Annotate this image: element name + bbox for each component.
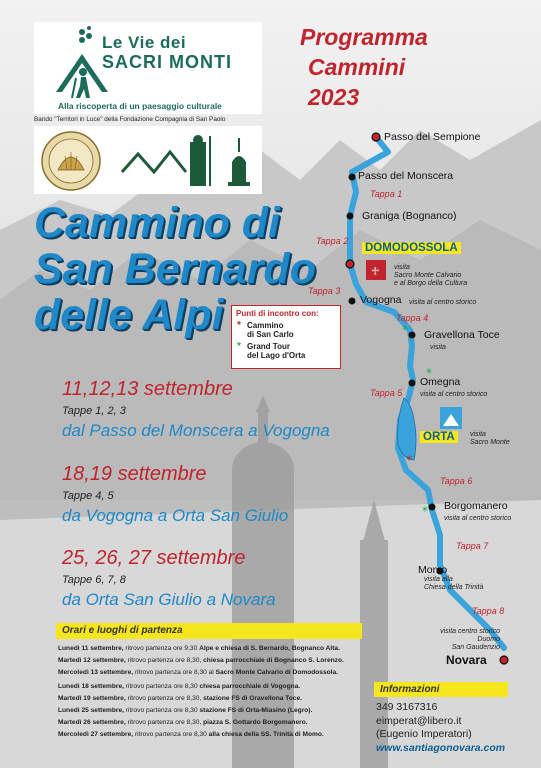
- punti-item-1-a: Cammino: [247, 321, 284, 330]
- orari-text: ritrovo partenza ore 9,30: [123, 645, 200, 652]
- info-heading: Informazioni: [374, 682, 508, 697]
- orari-place: chiesa parrocchiale di Vogogna.: [199, 683, 301, 690]
- orari-day: Lunedì 25 settembre,: [58, 707, 124, 714]
- punti-item-1-b: di San Carlo: [247, 330, 294, 339]
- green-asterisk-3: *: [422, 504, 428, 518]
- orari-place: Sacro Monte Calvario di Domodossola.: [215, 669, 338, 676]
- note-vogogna: visita al centro storico: [409, 299, 477, 306]
- note-orta: [470, 431, 510, 447]
- programma-line-2: Cammini: [308, 54, 406, 80]
- point-sempione: [372, 133, 380, 141]
- map-tappa-3: Tappa 3: [308, 286, 341, 296]
- stage-1-tappe: Tappe 1, 2, 3: [62, 405, 126, 417]
- point-gravellona: [409, 332, 416, 339]
- orari-heading: Orari e luoghi di partenza: [56, 623, 362, 639]
- note-novara-2: Duomo: [477, 636, 500, 643]
- stage-3-date: 25, 26, 27 settembre: [62, 547, 246, 569]
- svg-text:♱: ♱: [371, 265, 380, 278]
- label-omegna: Omegna: [420, 376, 461, 388]
- orari-day: Martedì 19 settembre,: [58, 695, 126, 702]
- punti-item-1: [247, 321, 294, 339]
- point-borgomanero: [429, 504, 436, 511]
- title-line-2: San Bernardo: [34, 245, 316, 293]
- orari-place: piazza S. Gottardo Borgomanero.: [203, 719, 308, 726]
- punti-item-2-a: Grand Tour: [247, 342, 290, 351]
- map-tappa-5: Tappa 5: [370, 388, 403, 398]
- orari-text: ritrovo partenza ore 8,30: [123, 707, 200, 714]
- label-vogogna: Vogogna: [360, 294, 402, 306]
- note-domo-2: Sacro Monte Calvario: [394, 272, 462, 279]
- orari-day: Lunedì 11 settembre,: [58, 645, 124, 652]
- punti-incontro-box: [231, 305, 341, 369]
- label-novara: Novara: [446, 653, 487, 667]
- note-borgomanero: visita al centro storico: [444, 515, 512, 522]
- note-domo-1: visita: [394, 264, 410, 271]
- programma-line-3: 2023: [308, 84, 360, 110]
- note-gravellona: visita: [430, 344, 446, 351]
- point-novara: [500, 656, 508, 664]
- green-asterisk-1: *: [402, 323, 408, 337]
- orari-place: stazione FS di Gravellona Toce.: [203, 695, 302, 702]
- red-asterisk-icon: *: [237, 320, 241, 331]
- orari-place: Alpe e chiesa di S. Bernardo, Bognanco Alta.: [199, 645, 340, 652]
- label-graniga: Graniga (Bognanco): [362, 210, 457, 222]
- programma-line-1: Programma: [300, 24, 428, 50]
- stage-3-route: da Orta San Giulio a Novara: [62, 590, 276, 609]
- lake-orta: [398, 398, 416, 460]
- orari-text: ritrovo partenza ore 8,30,: [125, 719, 204, 726]
- punti-heading: Punti di incontro con:: [236, 309, 319, 318]
- logo-title-line2: SACRI MONTI: [102, 52, 232, 72]
- orari-day: Mercoledì 13 settembre,: [58, 669, 134, 676]
- bando-text: Bando "Territori in Luce" della Fondazione Compagnia di San Paolo: [34, 116, 226, 123]
- note-omegna: visita al centro storico: [420, 391, 488, 398]
- orari-day: Lunedì 18 settembre,: [58, 683, 124, 690]
- info-phone: 349 3167316: [376, 701, 438, 713]
- point-domodossola: [346, 260, 354, 268]
- map-tappa-4: Tappa 4: [396, 313, 429, 323]
- logo-title-line1: Le Vie dei: [102, 33, 187, 52]
- orari-day: Mercoledì 27 settembre,: [58, 731, 134, 738]
- map-tappa-6: Tappa 6: [440, 476, 473, 486]
- note-novara-3: San Gaudenzio: [451, 644, 500, 651]
- note-momo-1: visita alla: [424, 576, 453, 583]
- red-asterisk-orta: *: [406, 453, 412, 467]
- orari-day: Martedì 12 settembre,: [58, 657, 126, 664]
- punti-item-2: [247, 342, 305, 360]
- label-monscera: Passo del Monscera: [358, 170, 454, 182]
- note-domo: [394, 264, 467, 288]
- label-domodossola: DOMODOSSOLA: [362, 242, 461, 254]
- logo-subtitle: Alla riscoperta di un paesaggio culturale: [58, 101, 222, 111]
- label-orta: ORTA: [420, 431, 458, 443]
- green-asterisk-icon: *: [237, 341, 241, 352]
- label-borgomanero: Borgomanero: [444, 500, 508, 512]
- orari-place: stazione FS di Orta-Miasino (Legro).: [199, 707, 313, 714]
- orari-place: alla chiesa della SS. Trinità di Momo.: [208, 731, 324, 738]
- info-email[interactable]: eimperat@libero.it: [376, 715, 462, 727]
- stage-1-date: 11,12,13 settembre: [62, 378, 233, 400]
- punti-item-2-b: del Lago d'Orta: [247, 351, 306, 360]
- note-momo: [424, 576, 483, 592]
- note-orta-1: visita: [470, 431, 486, 438]
- point-graniga: [347, 213, 354, 220]
- stage-2-date: 18,19 settembre: [62, 463, 207, 485]
- note-domo-3: e al Borgo della Cultura: [394, 280, 468, 287]
- stage-3-tappe: Tappe 6, 7, 8: [62, 574, 126, 586]
- note-orta-2: Sacro Monte: [470, 439, 510, 446]
- orari-text: ritrovo partenza ore 8,30 al: [133, 669, 216, 676]
- orari-place: chiesa parrocchiale di Bognanco S. Lorenzo.: [203, 657, 344, 664]
- point-omegna: [409, 380, 416, 387]
- note-momo-2: Chiesa della Trinità: [424, 584, 484, 591]
- point-monscera: [349, 174, 356, 181]
- info-website[interactable]: www.santiagonovara.com: [376, 742, 506, 754]
- stage-2-tappe: Tappe 4, 5: [62, 490, 114, 502]
- orari-text: ritrovo partenza ore 8,30,: [125, 657, 204, 664]
- green-asterisk-2: *: [426, 366, 432, 380]
- map-tappa-7: Tappa 7: [456, 541, 489, 551]
- orari-day: Martedì 26 settembre,: [58, 719, 126, 726]
- map-tappa-1: Tappa 1: [370, 189, 403, 199]
- note-novara: [428, 628, 500, 652]
- label-momo: Momo: [418, 564, 448, 576]
- stage-2-route: da Vogogna a Orta San Giulio: [62, 506, 289, 525]
- label-sempione: Passo del Sempione: [384, 131, 481, 143]
- info-contact: (Eugenio Imperatori): [376, 728, 472, 740]
- map-tappa-8: Tappa 8: [472, 606, 505, 616]
- label-gravellona: Gravellona Toce: [424, 329, 500, 341]
- stage-1-route: dal Passo del Monscera a Vogogna: [62, 421, 330, 440]
- orari-text: ritrovo partenza ore 8,30: [133, 731, 209, 738]
- map-tappa-2: Tappa 2: [316, 236, 349, 246]
- orari-text: ritrovo partenza ore 8,30: [123, 683, 200, 690]
- note-novara-1: visita centro storico: [440, 628, 500, 635]
- title-line-3: delle Alpi: [34, 291, 224, 339]
- title-line-1: Cammino di: [34, 199, 281, 247]
- point-vogogna: [349, 298, 356, 305]
- orari-text: ritrovo partenza ore 8,30,: [125, 695, 204, 702]
